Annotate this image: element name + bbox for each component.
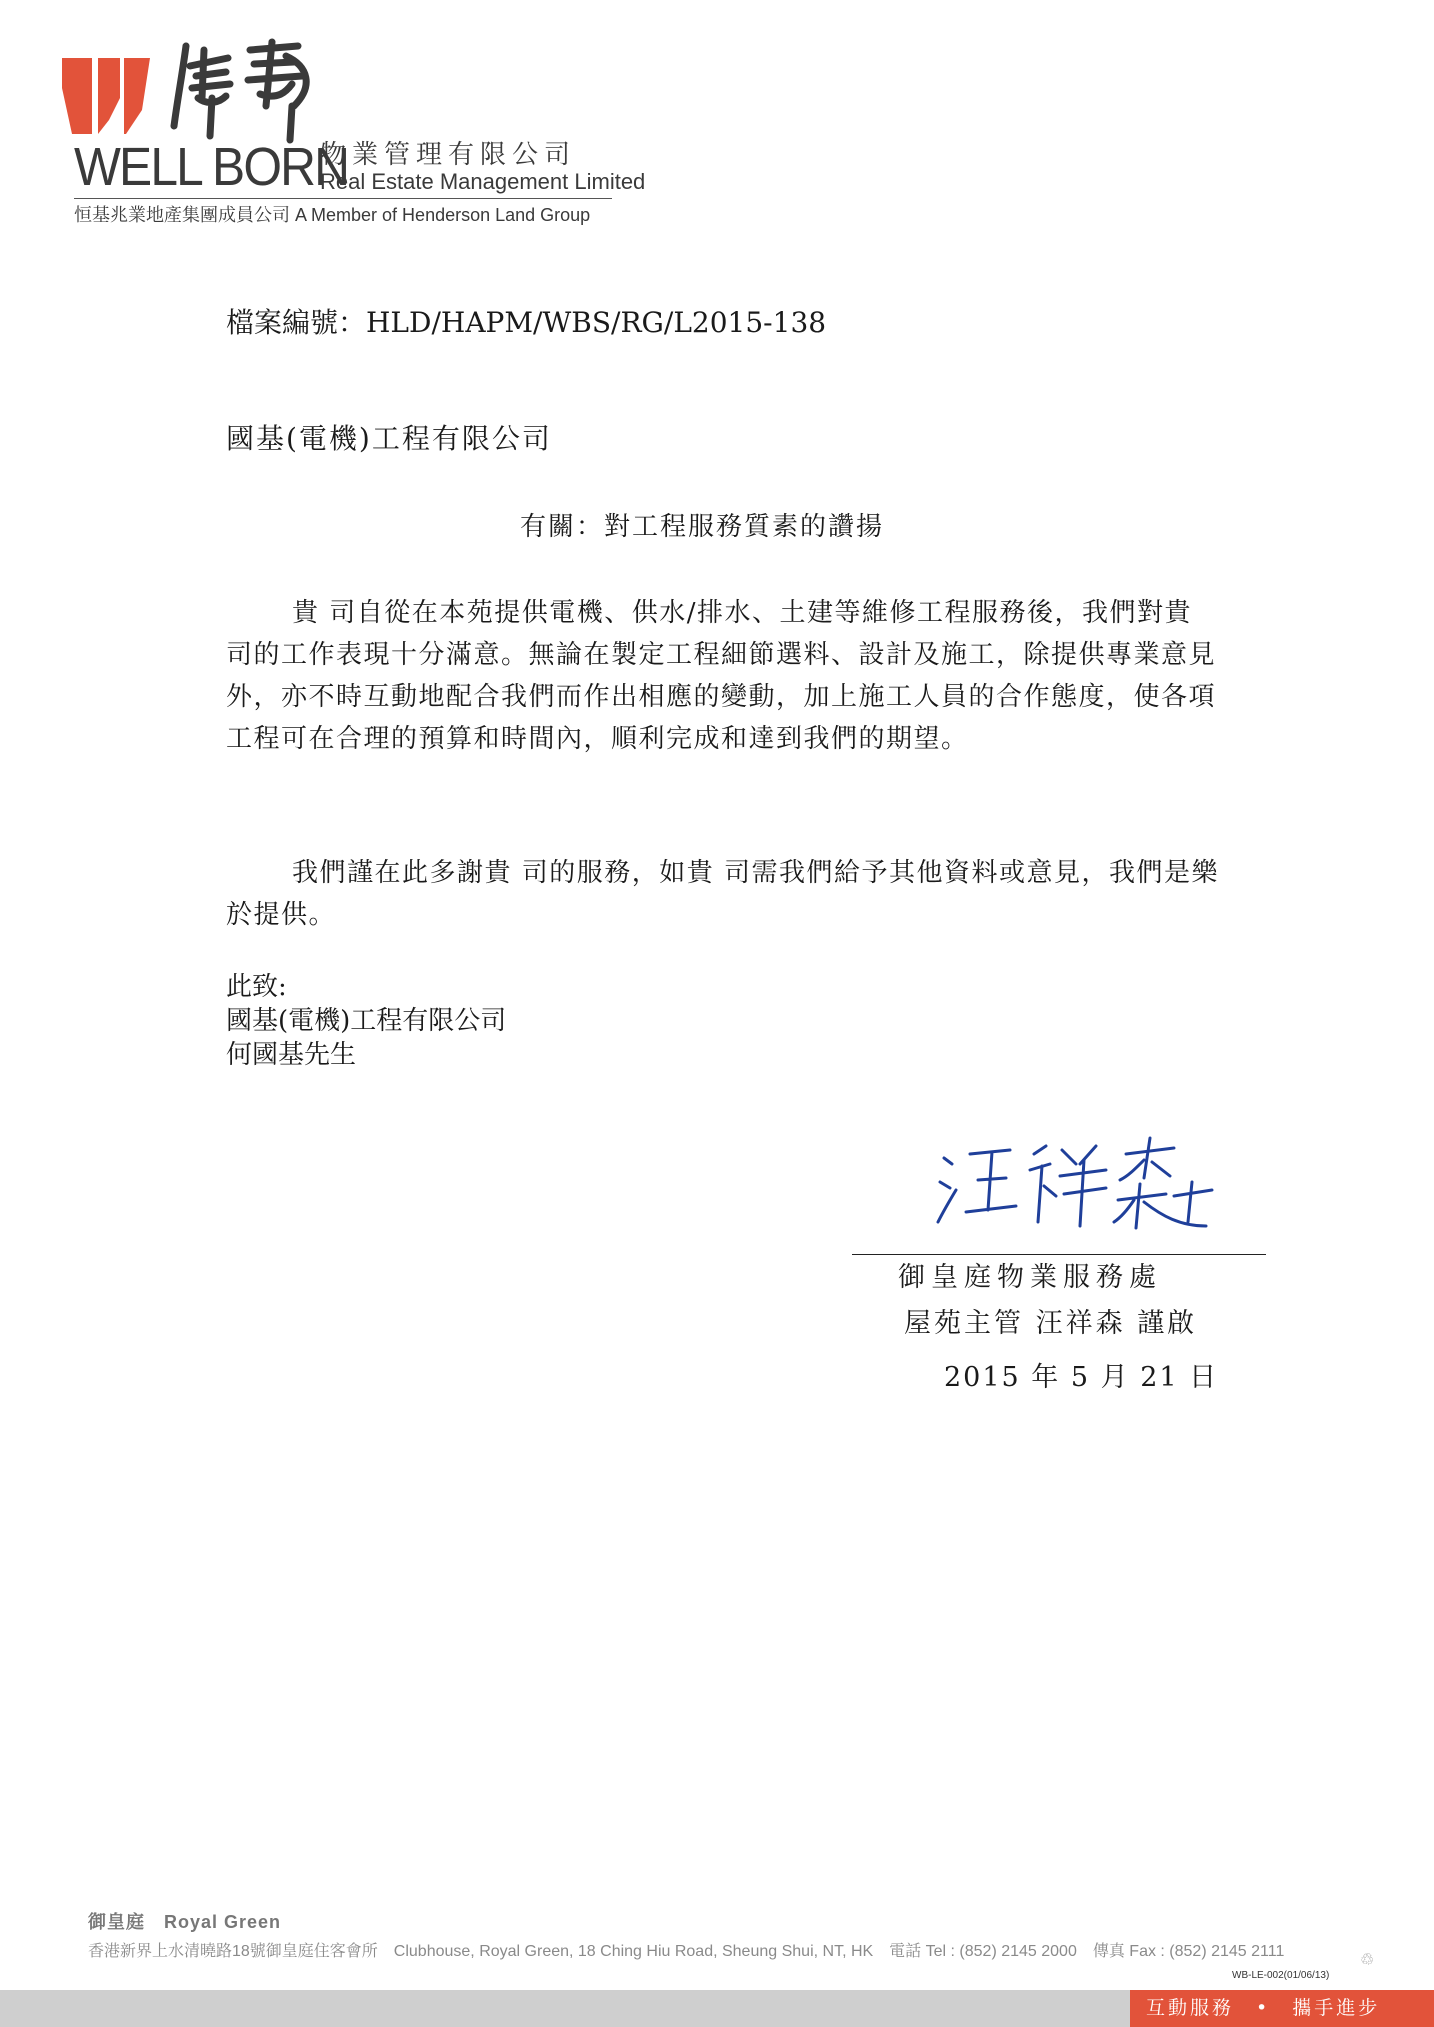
handwritten-signature-image <box>930 1130 1220 1230</box>
closing-company: 國基(電機)工程有限公司 <box>226 1006 507 1036</box>
signatory-office: 御皇庭物業服務處 <box>898 1262 1162 1293</box>
closing-block <box>226 970 506 1072</box>
addressee: 國基(電機)工程有限公司 <box>226 422 552 455</box>
brand-name-en: WELL BORN <box>74 137 349 197</box>
footer-address: 香港新界上水清曉路18號御皇庭住客會所 Clubhouse, Royal Green, 18 Ching Hiu Road, Sheung Shui, NT, HK 電話 Tel : (852) 2145 2000 傳真 Fax : (852) 2145 2111 <box>88 1943 1285 1960</box>
letterhead-divider <box>74 198 612 199</box>
signature-line <box>852 1254 1266 1255</box>
signatory-name: 屋苑主管 汪祥森 謹啟 <box>904 1308 1198 1339</box>
body-paragraph-2: 我們謹在此多謝貴 司的服務，如貴 司需我們給予其他資料或意見，我們是樂於提供。 <box>226 858 1220 930</box>
brand-subtitle: Real Estate Management Limited <box>320 169 646 194</box>
letter-date: 2015 年 5 月 21 日 <box>944 1362 1219 1393</box>
letter-subject: 有關：對工程服務質素的讚揚 <box>520 512 885 542</box>
group-membership <box>74 204 590 226</box>
group-name-en: A Member of Henderson Land Group <box>295 205 591 225</box>
closing-salutation: 此致: <box>226 972 287 1002</box>
group-name-cn: 恒基兆業地產集團成員公司 <box>74 205 290 225</box>
logo-calligraphy-image <box>168 36 318 146</box>
file-reference: 檔案編號：HLD/HAPM/WBS/RG/L2015-138 <box>226 306 827 339</box>
recycle-icon: ♲ <box>1360 1950 1375 1969</box>
footer-slogan: 互動服務 • 攜手進步 <box>1146 1997 1381 2019</box>
closing-person: 何國基先生 <box>226 1040 357 1070</box>
wellborn-logo-icon <box>62 58 150 134</box>
body-paragraph-1: 貴 司自從在本苑提供電機、供水/排水、土建等維修工程服務後，我們對貴 司的工作表現十分滿意。無論在製定工程細節選料、設計及施工，除提供專業意見外，亦不時互動地配合我們而作出相應的變動，加上施工人員的合作態度，使各項工程可在合理的預算和時間內，順利完成和達到我們的期望。 <box>226 598 1217 754</box>
form-code: WB-LE-002(01/06/13) <box>1232 1970 1330 1981</box>
brand-name-cn: 物業管理有限公司 <box>320 140 577 170</box>
footer-estate-name: 御皇庭 Royal Green <box>88 1912 282 1932</box>
